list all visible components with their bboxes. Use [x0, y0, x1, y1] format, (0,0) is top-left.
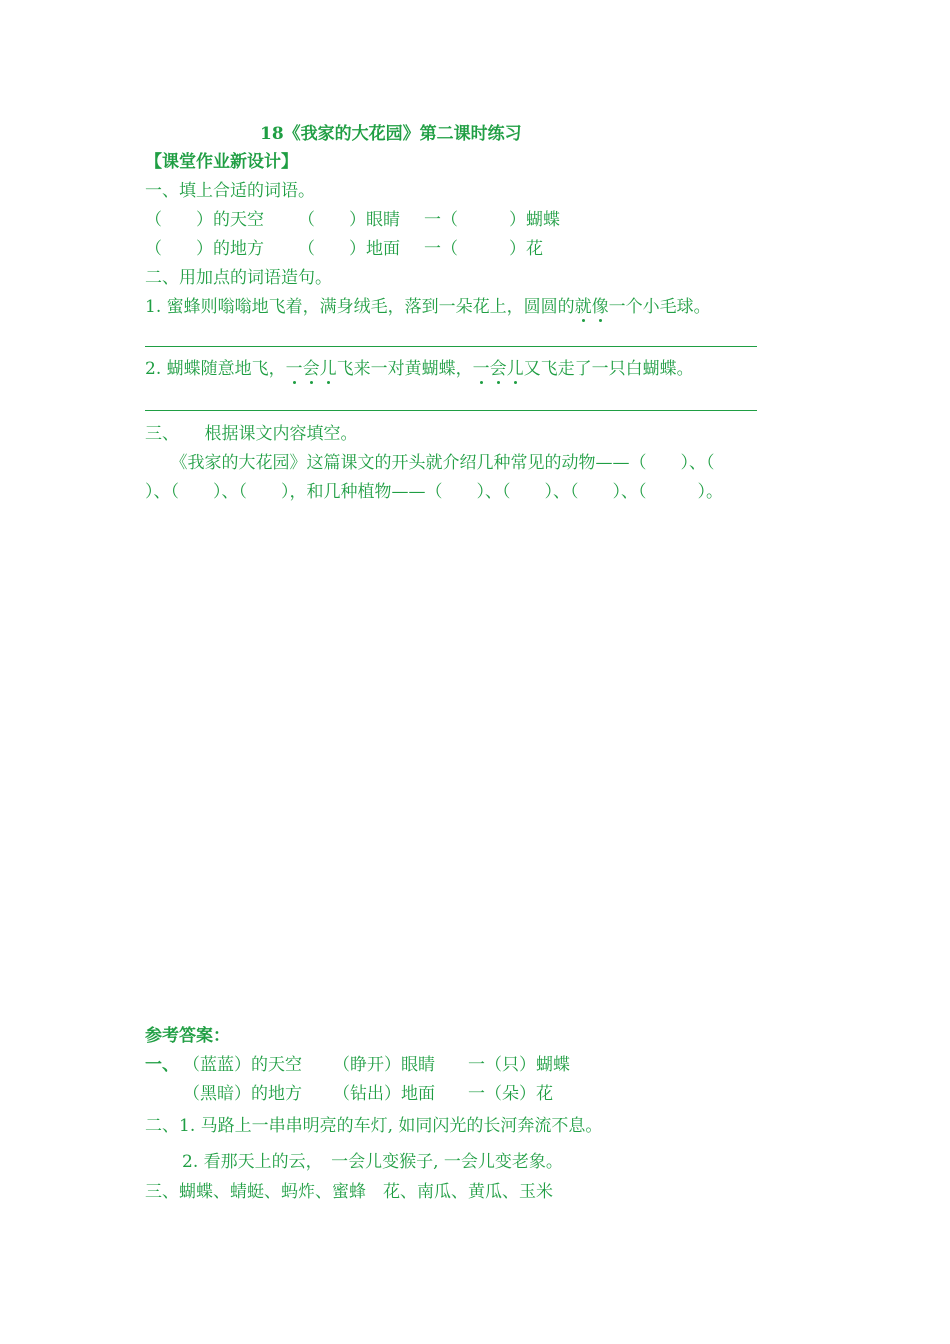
sentence-text: 又飞走了一只白蝴蝶。 [523, 359, 694, 379]
section-header: 【课堂作业新设计】 [145, 152, 298, 172]
sentence-text: 2. 蝴蝶随意地飞， [145, 359, 286, 379]
answer-item: 一（只）蝴蝶 [468, 1055, 570, 1075]
q2-sentence-1 [145, 295, 711, 319]
sentence-text: 一个小毛球。 [608, 297, 711, 317]
answer-item: 一（朵）花 [468, 1084, 553, 1104]
q3-line-2: ）、（ ）、（ ），和几种植物——（ ）、（ ）、（ ）、（ ）。 [145, 482, 723, 502]
dotted-char: 儿 [506, 359, 524, 379]
answer-item: （黑暗）的地方 [183, 1084, 302, 1104]
dotted-char: 一 [285, 359, 303, 379]
answer-2-2: 2. 看那天上的云， 一会儿变猴子, 一会儿变老象。 [182, 1152, 563, 1172]
q1-item: （ ）的地方 [145, 239, 264, 259]
q1-item: 一（ ）蝴蝶 [424, 210, 560, 230]
q1-row-1 [145, 208, 560, 232]
dotted-char: 一 [472, 359, 490, 379]
answer-1-row-2 [145, 1082, 553, 1106]
dotted-char: 会 [489, 359, 507, 379]
q1-item: （ ）地面 [298, 239, 400, 259]
answer-2-1: 二、1. 马路上一串串明亮的车灯, 如同闪光的长河奔流不息。 [145, 1116, 603, 1136]
answers-heading: 参考答案： [145, 1026, 230, 1046]
q1-row-2 [145, 237, 543, 261]
answer-line-2[interactable] [145, 410, 757, 411]
q3-line-1: 《我家的大花园》这篇课文的开头就介绍几种常见的动物——（ ）、（ [145, 453, 715, 473]
q1-item: 一（ ）花 [424, 239, 543, 259]
answer-item: （蓝蓝）的天空 [183, 1055, 302, 1075]
dotted-char: 会 [302, 359, 320, 379]
q1-item: （ ）眼睛 [298, 210, 400, 230]
answer-item: （睁开）眼睛 [333, 1055, 435, 1075]
dotted-char: 儿 [319, 359, 337, 379]
q1-heading: 一、填上合适的词语。 [145, 181, 315, 201]
sentence-text: 飞来一对黄蝴蝶， [336, 359, 473, 379]
q2-heading: 二、用加点的词语造句。 [145, 268, 332, 288]
answer-item: （钻出）地面 [333, 1084, 435, 1104]
dotted-char: 就 [574, 297, 592, 317]
answer-line-1[interactable] [145, 346, 757, 347]
q3-heading: 三、 根据课文内容填空。 [145, 424, 358, 444]
answer-1-row-1 [145, 1053, 570, 1077]
q2-sentence-2 [145, 357, 694, 381]
sentence-text: 1. 蜜蜂则嗡嗡地飞着，满身绒毛，落到一朵花上，圆圆的 [145, 297, 575, 317]
answer-label: 一、 [145, 1055, 179, 1075]
answer-3: 三、蝴蝶、蜻蜓、蚂炸、蜜蜂 花、南瓜、黄瓜、玉米 [145, 1182, 553, 1202]
page-title: 18《我家的大花园》第二课时练习 [260, 124, 522, 144]
q1-item: （ ）的天空 [145, 210, 264, 230]
dotted-char: 像 [591, 297, 609, 317]
